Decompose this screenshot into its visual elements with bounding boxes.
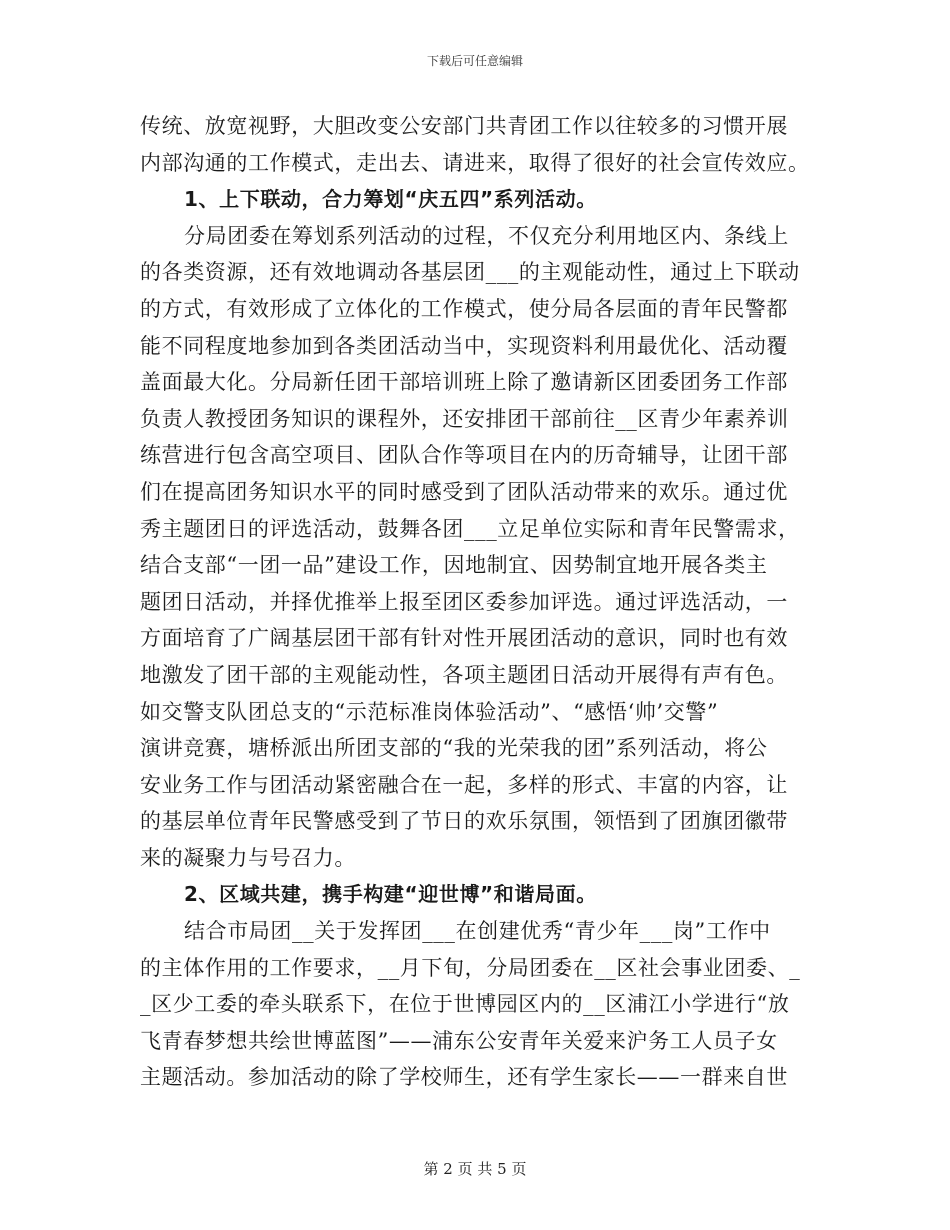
text-line: 方面培育了广阔基层团干部有针对性开展团活动的意识，同时也有效 bbox=[140, 626, 788, 651]
text-line: 的各类资源，还有效地调动各基层团___的主观能动性，通过上下联动 bbox=[140, 260, 800, 285]
text-line: 的主体作用的工作要求，__月下旬，分局团委在__区社会事业团委、_ bbox=[140, 955, 801, 980]
text-line: _区少工委的牵头联系下，在位于世博园区内的__区浦江小学进行“放 bbox=[140, 992, 790, 1017]
text-line: 地激发了团干部的主观能动性，各项主题团日活动开展得有声有色。 bbox=[140, 662, 788, 687]
text-line: 能不同程度地参加到各类团活动当中，实现资料利用最优化、活动覆 bbox=[140, 333, 788, 358]
text-line: 练营进行包含高空项目、团队合作等项目在内的历奇辅导，让团干部 bbox=[140, 443, 788, 468]
text-line: 来的凝聚力与号召力。 bbox=[140, 845, 356, 870]
section-heading: 2、区域共建，携手构建“迎世博”和谐局面。 bbox=[184, 882, 597, 907]
text-line: 传统、放宽视野，大胆改变公安部门共青团工作以往较多的习惯开展 bbox=[140, 114, 788, 138]
paragraph-first-line: 分局团委在筹划系列活动的过程，不仅充分利用地区内、条线上 bbox=[184, 223, 789, 248]
text-line: 题团日活动，并择优推举上报至团区委参加评选。通过评选活动，一 bbox=[140, 589, 788, 614]
text-line: 的基层单位青年民警感受到了节日的欢乐氛围，领悟到了团旗团徽带 bbox=[140, 809, 788, 834]
text-line: 如交警支队团总支的“示范标准岗体验活动”、“感悟‘帅’交警” bbox=[140, 699, 719, 724]
text-line: 内部沟通的工作模式，走出去、请进来，取得了很好的社会宣传效应。 bbox=[140, 150, 810, 175]
text-line: 们在提高团务知识水平的同时感受到了团队活动带来的欢乐。通过优 bbox=[140, 479, 788, 504]
text-line: 的方式，有效形成了立体化的工作模式，使分局各层面的青年民警都 bbox=[140, 296, 788, 321]
section-heading: 1、上下联动，合力筹划“庆五四”系列活动。 bbox=[184, 187, 597, 212]
page-number: 第 2 页 共 5 页 bbox=[423, 1160, 527, 1178]
text-line: 演讲竞赛，塘桥派出所团支部的“我的光荣我的团”系列活动，将公 bbox=[140, 736, 768, 761]
text-line: 安业务工作与团活动紧密融合在一起，多样的形式、丰富的内容，让 bbox=[140, 772, 788, 797]
document-body bbox=[140, 108, 808, 1096]
text-line: 结合支部“一团一品”建设工作，因地制宜、因势制宜地开展各类主 bbox=[140, 553, 768, 578]
text-line: 飞青春梦想共绘世博蓝图”——浦东公安青年关爱来沪务工人员子女 bbox=[140, 1028, 778, 1053]
text-line: 盖面最大化。分局新任团干部培训班上除了邀请新区团委团务工作部 bbox=[140, 370, 788, 395]
paragraph-first-line: 结合市局团__关于发挥团___在创建优秀“青少年___岗”工作中 bbox=[184, 919, 771, 944]
page-header: 下载后可任意编辑 bbox=[426, 54, 523, 68]
text-line: 主题活动。参加活动的除了学校师生，还有学生家长——一群来自世 bbox=[140, 1065, 788, 1090]
text-line: 秀主题团日的评选活动，鼓舞各团___立足单位实际和青年民警需求， bbox=[140, 516, 800, 541]
text-line: 负责人教授团务知识的课程外，还安排团干部前往__区青少年素养训 bbox=[140, 406, 789, 431]
